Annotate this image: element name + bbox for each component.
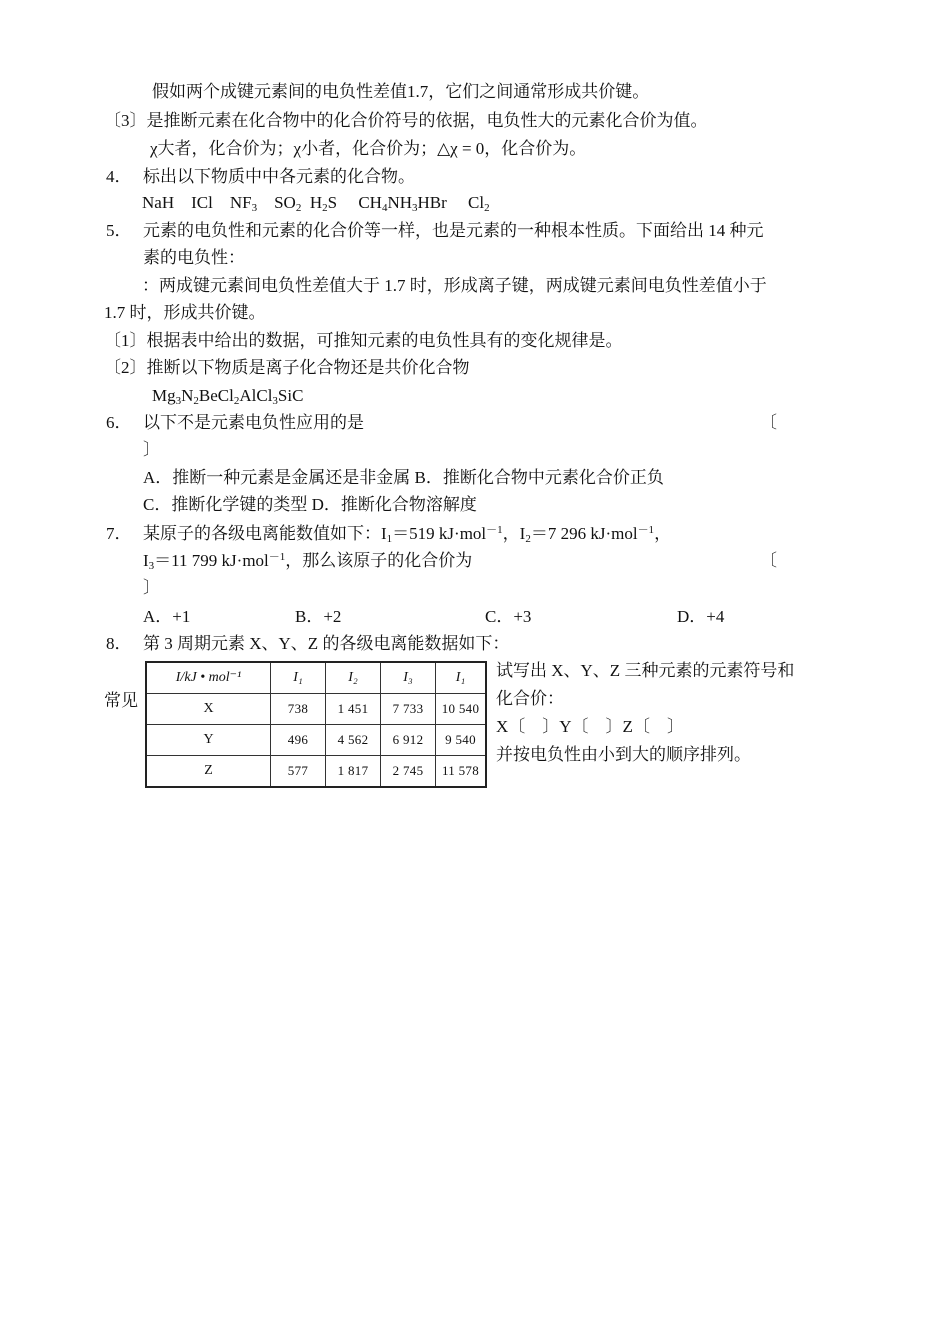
table-cell: 9 540	[436, 725, 487, 756]
table-cell: 496	[271, 725, 326, 756]
table-cell-element: Z	[146, 756, 271, 787]
q4-text: 标出以下物质中中各元素的化合物。	[143, 167, 415, 186]
table-header-row	[146, 662, 486, 693]
table-row	[146, 693, 486, 724]
q8-right-text-2: 化合价：	[496, 689, 564, 708]
table-header-i2: I₂	[326, 662, 381, 693]
q5-formulas: $Mg_3N_2BeCl_2AlCl_3SiC$	[152, 386, 304, 407]
text-line-3: χ大者，化合价为；χ小者，化合价为；△χ = 0，化合价为。	[150, 139, 587, 158]
q8-right-text-1: 试写出 X、Y、Z 三种元素的元素符号和	[496, 661, 795, 680]
table-header-i1: I₁	[271, 662, 326, 693]
table-cell: 738	[271, 693, 326, 724]
ionization-energy-table	[145, 661, 487, 788]
table-cell: 2 745	[381, 756, 436, 787]
text-line-1: 假如两个成键元素间的电负性差值1.7，它们之间通常形成共价键。	[152, 82, 650, 101]
q8-side-label: 常见	[104, 691, 138, 710]
q7-text-1: 某原子的各级电离能数值如下：$I_1=519$ kJ·mol$^{-1}$，$I_2=7$ 296 kJ·mol$^{-1}$，	[143, 524, 672, 545]
q4-number: 4．	[106, 167, 132, 186]
table-cell: 4 562	[326, 725, 381, 756]
q7-option-d: D．+4	[677, 607, 725, 626]
q8-text: 第 3 周期元素 X、Y、Z 的各级电离能数据如下：	[143, 634, 510, 653]
q7-option-c: C．+3	[485, 607, 532, 626]
q8-number: 8．	[106, 634, 132, 653]
q7-bracket-close: 〕	[143, 578, 160, 597]
q6-number: 6．	[106, 413, 132, 432]
q7-option-a: A．+1	[143, 607, 191, 626]
table-cell-element: Y	[146, 725, 271, 756]
q5-number: 5．	[106, 221, 132, 240]
q6-text: 以下不是元素电负性应用的是	[143, 413, 364, 432]
table-header-i3: I₃	[381, 662, 436, 693]
q7-number: 7．	[106, 524, 132, 543]
q7-bracket-open: 〔	[760, 551, 777, 570]
q7-option-b: B．+2	[295, 607, 342, 626]
q5-text-1: 元素的电负性和元素的化合价等一样，也是元素的一种根本性质。下面给出 14 种元	[143, 221, 764, 240]
q8-right-text-4: 并按电负性由小到大的顺序排列。	[496, 745, 751, 764]
table-cell: 11 578	[436, 756, 487, 787]
table-header-i4: I₁	[436, 662, 487, 693]
text-line-2: 〔3〕是推断元素在化合物中的化合价符号的依据，电负性大的元素化合价为值。	[104, 111, 708, 130]
q5-text-4: 1.7 时，形成共价键。	[104, 303, 266, 322]
q6-bracket-open: 〔	[760, 413, 777, 432]
q5-sub-1: 〔1〕根据表中给出的数据，可推知元素的电负性具有的变化规律是。	[104, 331, 623, 350]
q5-text-2: 素的电负性：	[143, 248, 245, 267]
q4-formulas: NaH ICl $NF_3$ $SO_2$ $H_2S$ $CH_4NH_3HBr$ $Cl_2$	[142, 193, 490, 214]
table-cell-element: X	[146, 693, 271, 724]
table-cell: 1 451	[326, 693, 381, 724]
q6-options-cd: C．推断化学键的类型 D．推断化合物溶解度	[143, 495, 477, 514]
table-cell: 6 912	[381, 725, 436, 756]
table-cell: 7 733	[381, 693, 436, 724]
q6-options-ab: A．推断一种元素是金属还是非金属 B．推断化合物中元素化合价正负	[143, 468, 664, 487]
table-row	[146, 756, 486, 787]
table-header-unit: I/kJ • mol⁻¹	[146, 662, 271, 693]
table-cell: 577	[271, 756, 326, 787]
q5-text-3: ：两成键元素间电负性差值大于 1.7 时，形成离子键，两成键元素间电负性差值小于	[142, 276, 767, 295]
q5-sub-2: 〔2〕推断以下物质是离子化合物还是共价化合物	[104, 358, 470, 377]
q8-right-text-3: X〔 〕Y〔 〕Z〔 〕	[496, 717, 684, 736]
table-cell: 1 817	[326, 756, 381, 787]
q7-text-2: $I_3=11$ 799 kJ·mol$^{-1}$，那么该原子的化合价为	[143, 551, 473, 572]
table-row	[146, 725, 486, 756]
table-cell: 10 540	[436, 693, 487, 724]
q6-bracket-close: 〕	[143, 440, 160, 459]
